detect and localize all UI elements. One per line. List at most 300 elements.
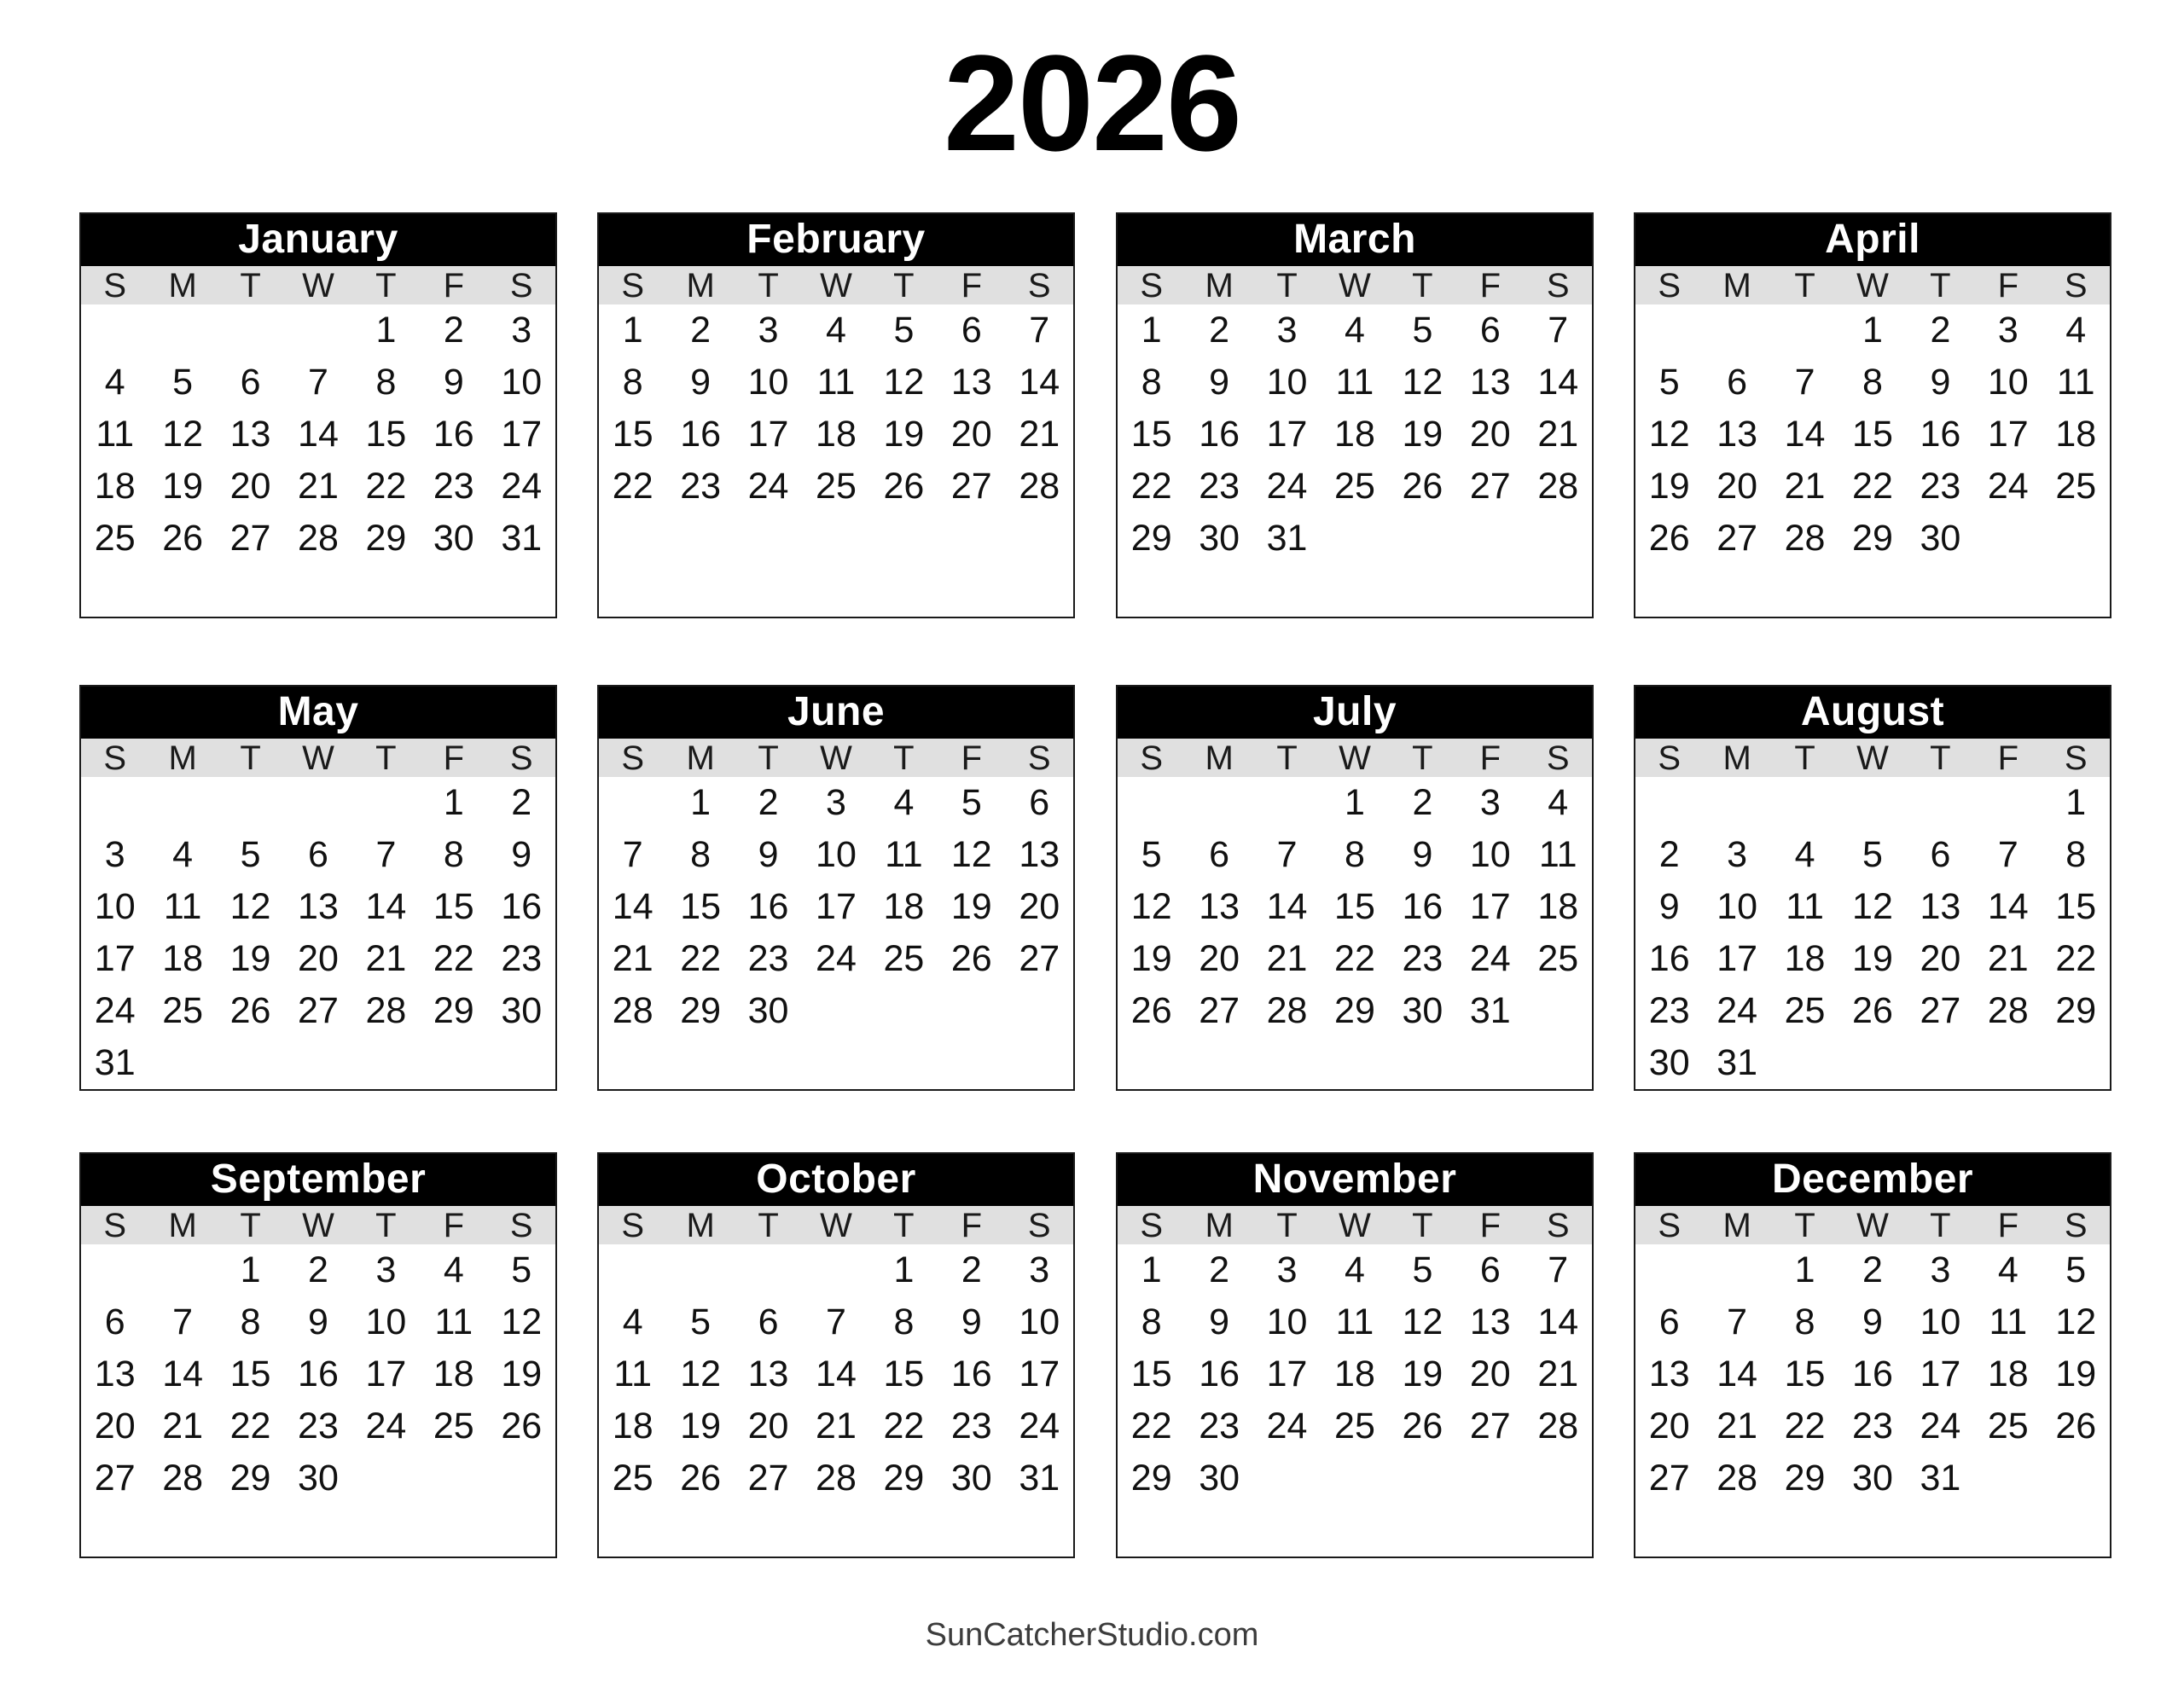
empty-cell xyxy=(1635,777,1703,829)
week-row xyxy=(1118,777,1592,829)
date-cell: 20 xyxy=(950,414,992,455)
empty-cell xyxy=(488,1037,555,1089)
date-cell: 1 xyxy=(443,782,464,823)
weekday-header-row xyxy=(599,1206,1073,1244)
empty-cell xyxy=(1635,304,1703,357)
weekday-label: S xyxy=(621,267,645,304)
date-cell: 20 xyxy=(1469,1354,1511,1394)
date-cell: 24 xyxy=(1469,938,1511,979)
date-cell: 15 xyxy=(1334,886,1375,927)
empty-cell xyxy=(666,1244,734,1296)
empty-cell xyxy=(217,304,284,357)
weeks-grid xyxy=(1118,304,1592,617)
week-row xyxy=(599,829,1073,881)
week-row xyxy=(81,513,555,565)
date-cell: 30 xyxy=(1920,518,1961,559)
date-cell: 3 xyxy=(1997,310,2018,351)
date-cell: 9 xyxy=(308,1301,328,1342)
week-row xyxy=(599,1504,1073,1557)
weekday-label: F xyxy=(443,267,465,304)
weeks-grid xyxy=(1118,1244,1592,1557)
date-cell: 19 xyxy=(1852,938,1893,979)
date-cell: 3 xyxy=(1479,782,1501,823)
week-row xyxy=(81,933,555,985)
date-cell: 11 xyxy=(613,1354,653,1394)
empty-cell xyxy=(599,513,666,565)
date-cell: 26 xyxy=(1130,990,1172,1031)
empty-cell xyxy=(2042,1504,2110,1557)
empty-cell xyxy=(735,513,802,565)
weekday-label: S xyxy=(1140,1207,1164,1244)
empty-cell xyxy=(1703,304,1770,357)
date-cell: 23 xyxy=(747,938,789,979)
week-row xyxy=(1635,513,2110,565)
weeks-grid xyxy=(81,304,555,617)
date-cell: 19 xyxy=(1402,414,1443,455)
date-cell: 15 xyxy=(883,1354,925,1394)
date-cell: 7 xyxy=(1727,1301,1748,1342)
date-cell: 30 xyxy=(501,990,543,1031)
week-row xyxy=(599,933,1073,985)
weekday-label: F xyxy=(1997,267,2019,304)
date-cell: 19 xyxy=(501,1354,543,1394)
weekday-label: M xyxy=(686,267,715,304)
weekday-label: S xyxy=(103,267,127,304)
date-cell: 22 xyxy=(1784,1406,1826,1446)
date-cell: 8 xyxy=(1862,362,1883,403)
date-cell: 3 xyxy=(1276,1249,1298,1290)
weekday-label: S xyxy=(2064,739,2088,777)
date-cell: 24 xyxy=(1266,466,1308,507)
date-cell: 9 xyxy=(758,834,779,875)
weekday-label: T xyxy=(1412,267,1433,304)
weekday-label: T xyxy=(1794,1207,1815,1244)
week-row xyxy=(599,304,1073,357)
empty-cell xyxy=(1771,565,1838,617)
date-cell: 23 xyxy=(433,466,474,507)
date-cell: 18 xyxy=(162,938,204,979)
empty-cell xyxy=(1006,1504,1073,1557)
week-row xyxy=(1118,1037,1592,1089)
weekday-header-row xyxy=(1118,739,1592,777)
empty-cell xyxy=(1321,513,1388,565)
empty-cell xyxy=(1907,1037,1974,1089)
date-cell: 10 xyxy=(1266,362,1308,403)
week-row xyxy=(81,357,555,409)
empty-cell xyxy=(666,565,734,617)
date-cell: 23 xyxy=(950,1406,992,1446)
date-cell: 27 xyxy=(1716,518,1758,559)
date-cell: 21 xyxy=(1716,1406,1758,1446)
date-cell: 19 xyxy=(680,1406,722,1446)
date-cell: 18 xyxy=(1334,414,1375,455)
weekday-label: F xyxy=(961,267,983,304)
date-cell: 24 xyxy=(747,466,789,507)
date-cell: 25 xyxy=(883,938,925,979)
empty-cell xyxy=(148,1244,216,1296)
weekday-label: S xyxy=(103,1207,127,1244)
date-cell: 2 xyxy=(443,310,464,351)
date-cell: 28 xyxy=(1266,990,1308,1031)
date-cell: 18 xyxy=(612,1406,653,1446)
date-cell: 22 xyxy=(680,938,722,979)
week-row xyxy=(1118,1244,1592,1296)
date-cell: 24 xyxy=(1716,990,1758,1031)
week-row xyxy=(1635,1244,2110,1296)
empty-cell xyxy=(217,565,284,617)
weekday-label: T xyxy=(1930,1207,1951,1244)
date-cell: 11 xyxy=(2056,362,2095,403)
week-row xyxy=(599,461,1073,513)
weekday-label: W xyxy=(820,267,852,304)
weekday-label: S xyxy=(1658,1207,1682,1244)
date-cell: 29 xyxy=(1130,1458,1172,1499)
empty-cell xyxy=(148,1504,216,1557)
date-cell: 21 xyxy=(298,466,339,507)
date-cell: 25 xyxy=(1784,990,1826,1031)
date-cell: 16 xyxy=(433,414,474,455)
date-cell: 8 xyxy=(1345,834,1365,875)
month-title: May xyxy=(81,687,555,739)
date-cell: 15 xyxy=(612,414,653,455)
date-cell: 5 xyxy=(961,782,982,823)
weekday-label: T xyxy=(375,267,397,304)
date-cell: 31 xyxy=(94,1042,136,1083)
date-cell: 18 xyxy=(1334,1354,1375,1394)
weekday-label: T xyxy=(1930,739,1951,777)
date-cell: 16 xyxy=(298,1354,339,1394)
empty-cell xyxy=(1771,1037,1838,1089)
date-cell: 17 xyxy=(1987,414,2029,455)
date-cell: 23 xyxy=(501,938,543,979)
week-row xyxy=(599,357,1073,409)
weekday-label: T xyxy=(240,739,261,777)
empty-cell xyxy=(938,1504,1005,1557)
empty-cell xyxy=(81,565,148,617)
date-cell: 23 xyxy=(1199,1406,1240,1446)
date-cell: 27 xyxy=(1469,1406,1511,1446)
date-cell: 4 xyxy=(893,782,915,823)
empty-cell xyxy=(666,513,734,565)
weekday-header-row xyxy=(1635,739,2110,777)
week-row xyxy=(1118,829,1592,881)
weekday-label: F xyxy=(1479,1207,1502,1244)
date-cell: 4 xyxy=(1997,1249,2018,1290)
empty-cell xyxy=(284,565,351,617)
weekday-label: F xyxy=(961,1207,983,1244)
weeks-grid xyxy=(81,777,555,1089)
date-cell: 29 xyxy=(883,1458,925,1499)
date-cell: 2 xyxy=(961,1249,982,1290)
weekday-label: T xyxy=(1794,739,1815,777)
date-cell: 9 xyxy=(961,1301,982,1342)
date-cell: 23 xyxy=(680,466,722,507)
date-cell: 12 xyxy=(1402,1301,1443,1342)
weekday-label: T xyxy=(1794,267,1815,304)
empty-cell xyxy=(1118,1504,1185,1557)
date-cell: 5 xyxy=(893,310,915,351)
empty-cell xyxy=(420,565,487,617)
week-row xyxy=(599,1296,1073,1348)
date-cell: 26 xyxy=(1648,518,1690,559)
date-cell: 10 xyxy=(1266,1301,1308,1342)
date-cell: 30 xyxy=(1402,990,1443,1031)
empty-cell xyxy=(1389,513,1456,565)
date-cell: 19 xyxy=(1130,938,1172,979)
weekday-label: T xyxy=(893,1207,915,1244)
empty-cell xyxy=(802,1504,869,1557)
empty-cell xyxy=(938,565,1005,617)
weekday-label: M xyxy=(1722,1207,1751,1244)
date-cell: 31 xyxy=(1716,1042,1758,1083)
week-row xyxy=(1635,565,2110,617)
date-cell: 27 xyxy=(94,1458,136,1499)
empty-cell xyxy=(217,1037,284,1089)
empty-cell xyxy=(1456,1037,1524,1089)
date-cell: 1 xyxy=(1141,310,1162,351)
weekday-label: S xyxy=(1027,739,1051,777)
date-cell: 15 xyxy=(1852,414,1893,455)
date-cell: 8 xyxy=(443,834,464,875)
empty-cell xyxy=(2042,1452,2110,1504)
date-cell: 17 xyxy=(1019,1354,1060,1394)
date-cell: 11 xyxy=(1538,834,1577,875)
empty-cell xyxy=(148,1037,216,1089)
month-block-november xyxy=(1116,1152,1594,1558)
weeks-grid xyxy=(1118,777,1592,1089)
date-cell: 8 xyxy=(622,362,643,403)
date-cell: 24 xyxy=(1019,1406,1060,1446)
date-cell: 16 xyxy=(501,886,543,927)
date-cell: 25 xyxy=(1987,1406,2029,1446)
weekday-label: T xyxy=(1930,267,1951,304)
date-cell: 6 xyxy=(1209,834,1230,875)
empty-cell xyxy=(1974,1504,2042,1557)
date-cell: 7 xyxy=(375,834,397,875)
week-row xyxy=(1635,1348,2110,1400)
empty-cell xyxy=(735,1244,802,1296)
date-cell: 13 xyxy=(298,886,339,927)
week-row xyxy=(1118,933,1592,985)
empty-cell xyxy=(1321,1037,1388,1089)
date-cell: 30 xyxy=(747,990,789,1031)
month-title: December xyxy=(1635,1154,2110,1206)
empty-cell xyxy=(488,1452,555,1504)
weekday-label: S xyxy=(1658,267,1682,304)
date-cell: 22 xyxy=(433,938,474,979)
weekday-label: M xyxy=(168,267,197,304)
date-cell: 12 xyxy=(162,414,204,455)
date-cell: 5 xyxy=(1412,310,1433,351)
date-cell: 13 xyxy=(229,414,271,455)
empty-cell xyxy=(870,1037,938,1089)
month-block-august xyxy=(1634,685,2111,1091)
empty-cell xyxy=(870,1504,938,1557)
week-row xyxy=(81,1296,555,1348)
date-cell: 2 xyxy=(1412,782,1433,823)
date-cell: 15 xyxy=(365,414,407,455)
date-cell: 13 xyxy=(1648,1354,1690,1394)
empty-cell xyxy=(1525,1504,1592,1557)
week-row xyxy=(81,777,555,829)
week-row xyxy=(81,1400,555,1452)
date-cell: 8 xyxy=(1794,1301,1815,1342)
date-cell: 28 xyxy=(1716,1458,1758,1499)
date-cell: 21 xyxy=(816,1406,857,1446)
date-cell: 16 xyxy=(950,1354,992,1394)
date-cell: 2 xyxy=(1862,1249,1883,1290)
empty-cell xyxy=(81,1244,148,1296)
date-cell: 23 xyxy=(1852,1406,1893,1446)
date-cell: 5 xyxy=(172,362,194,403)
date-cell: 12 xyxy=(2055,1301,2097,1342)
date-cell: 7 xyxy=(172,1301,194,1342)
date-cell: 29 xyxy=(1334,990,1375,1031)
date-cell: 5 xyxy=(690,1301,712,1342)
weekday-label: S xyxy=(1546,739,1570,777)
week-row xyxy=(1118,304,1592,357)
date-cell: 16 xyxy=(747,886,789,927)
date-cell: 4 xyxy=(1345,310,1365,351)
date-cell: 22 xyxy=(2055,938,2097,979)
weekday-label: M xyxy=(168,1207,197,1244)
month-block-february xyxy=(597,212,1075,618)
empty-cell xyxy=(1118,1037,1185,1089)
week-row xyxy=(1635,1296,2110,1348)
month-title: March xyxy=(1118,214,1592,266)
weekday-label: W xyxy=(1339,1207,1371,1244)
date-cell: 24 xyxy=(365,1406,407,1446)
date-cell: 10 xyxy=(816,834,857,875)
week-row xyxy=(1118,1452,1592,1504)
date-cell: 8 xyxy=(893,1301,915,1342)
date-cell: 15 xyxy=(433,886,474,927)
empty-cell xyxy=(802,985,869,1037)
week-row xyxy=(1118,357,1592,409)
empty-cell xyxy=(1253,1037,1321,1089)
date-cell: 29 xyxy=(1130,518,1172,559)
weekday-label: S xyxy=(1658,739,1682,777)
weekday-label: T xyxy=(758,1207,779,1244)
date-cell: 3 xyxy=(1276,310,1298,351)
date-cell: 9 xyxy=(1209,362,1230,403)
date-cell: 31 xyxy=(1920,1458,1961,1499)
empty-cell xyxy=(284,304,351,357)
date-cell: 22 xyxy=(883,1406,925,1446)
date-cell: 23 xyxy=(1920,466,1961,507)
weekday-label: F xyxy=(1997,739,2019,777)
week-row xyxy=(1118,1504,1592,1557)
date-cell: 15 xyxy=(1130,1354,1172,1394)
date-cell: 27 xyxy=(1019,938,1060,979)
empty-cell xyxy=(1185,1504,1252,1557)
date-cell: 1 xyxy=(893,1249,915,1290)
date-cell: 12 xyxy=(501,1301,543,1342)
month-block-december xyxy=(1634,1152,2111,1558)
week-row xyxy=(81,1452,555,1504)
empty-cell xyxy=(1006,1037,1073,1089)
week-row xyxy=(81,1348,555,1400)
week-row xyxy=(81,829,555,881)
date-cell: 20 xyxy=(94,1406,136,1446)
date-cell: 3 xyxy=(1727,834,1748,875)
weeks-grid xyxy=(599,304,1073,617)
week-row xyxy=(81,1244,555,1296)
date-cell: 4 xyxy=(104,362,125,403)
date-cell: 28 xyxy=(816,1458,857,1499)
empty-cell xyxy=(1253,777,1321,829)
empty-cell xyxy=(1389,1037,1456,1089)
date-cell: 2 xyxy=(758,782,779,823)
empty-cell xyxy=(735,1504,802,1557)
week-row xyxy=(1118,565,1592,617)
date-cell: 2 xyxy=(308,1249,328,1290)
week-row xyxy=(1635,881,2110,933)
empty-cell xyxy=(1456,1504,1524,1557)
date-cell: 18 xyxy=(2055,414,2097,455)
date-cell: 15 xyxy=(2055,886,2097,927)
date-cell: 11 xyxy=(1335,362,1374,403)
week-row xyxy=(599,881,1073,933)
weekday-label: S xyxy=(1027,267,1051,304)
weekday-header-row xyxy=(81,1206,555,1244)
date-cell: 28 xyxy=(298,518,339,559)
month-block-may xyxy=(79,685,557,1091)
empty-cell xyxy=(1525,1452,1592,1504)
weekday-label: S xyxy=(509,267,533,304)
weekday-header-row xyxy=(1635,1206,2110,1244)
date-cell: 14 xyxy=(816,1354,857,1394)
date-cell: 9 xyxy=(443,362,464,403)
weekday-header-row xyxy=(1635,266,2110,304)
date-cell: 12 xyxy=(1852,886,1893,927)
empty-cell xyxy=(1006,985,1073,1037)
week-row xyxy=(1118,409,1592,461)
month-title: July xyxy=(1118,687,1592,739)
empty-cell xyxy=(2042,565,2110,617)
month-title: October xyxy=(599,1154,1073,1206)
week-row xyxy=(599,985,1073,1037)
empty-cell xyxy=(420,1504,487,1557)
date-cell: 10 xyxy=(1019,1301,1060,1342)
date-cell: 5 xyxy=(2065,1249,2087,1290)
date-cell: 14 xyxy=(1784,414,1826,455)
date-cell: 26 xyxy=(950,938,992,979)
empty-cell xyxy=(1771,1504,1838,1557)
month-title: January xyxy=(81,214,555,266)
empty-cell xyxy=(352,1504,420,1557)
weekday-label: F xyxy=(1997,1207,2019,1244)
date-cell: 3 xyxy=(511,310,532,351)
empty-cell xyxy=(1185,1037,1252,1089)
weekday-header-row xyxy=(81,266,555,304)
date-cell: 19 xyxy=(162,466,204,507)
week-row xyxy=(81,304,555,357)
empty-cell xyxy=(148,777,216,829)
date-cell: 30 xyxy=(1199,1458,1240,1499)
date-cell: 11 xyxy=(1786,886,1824,927)
date-cell: 15 xyxy=(229,1354,271,1394)
date-cell: 21 xyxy=(1019,414,1060,455)
date-cell: 26 xyxy=(501,1406,543,1446)
date-cell: 17 xyxy=(816,886,857,927)
empty-cell xyxy=(1974,513,2042,565)
month-block-october xyxy=(597,1152,1075,1558)
date-cell: 27 xyxy=(1199,990,1240,1031)
date-cell: 3 xyxy=(1029,1249,1050,1290)
empty-cell xyxy=(1771,304,1838,357)
date-cell: 19 xyxy=(950,886,992,927)
